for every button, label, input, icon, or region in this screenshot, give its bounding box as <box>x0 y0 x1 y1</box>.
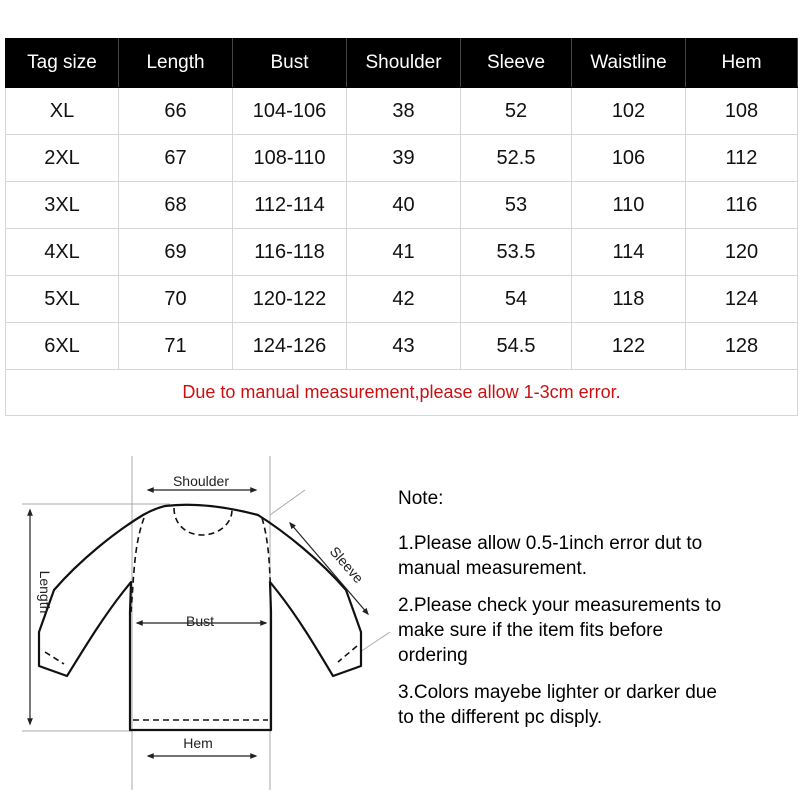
table-row <box>6 229 798 276</box>
cell-length: 71 <box>119 323 233 370</box>
cell-shoulder: 41 <box>347 229 461 276</box>
cell-bust: 104-106 <box>233 88 347 135</box>
table-row <box>6 88 798 135</box>
cell-sleeve: 52 <box>461 88 572 135</box>
length-label: Length <box>37 570 53 614</box>
cell-waistline: 114 <box>572 229 686 276</box>
cell-bust: 112-114 <box>233 182 347 229</box>
cell-size: 2XL <box>6 135 119 182</box>
cell-length: 70 <box>119 276 233 323</box>
cell-sleeve: 53 <box>461 182 572 229</box>
header-shoulder: Shoulder <box>347 39 461 88</box>
table-row <box>6 135 798 182</box>
header-length: Length <box>119 39 233 88</box>
cell-bust: 120-122 <box>233 276 347 323</box>
cell-bust: 124-126 <box>233 323 347 370</box>
table-row <box>6 323 798 370</box>
header-waistline: Waistline <box>572 39 686 88</box>
cell-length: 66 <box>119 88 233 135</box>
cell-waistline: 122 <box>572 323 686 370</box>
cell-shoulder: 40 <box>347 182 461 229</box>
notes-title: Note: <box>398 488 444 509</box>
cell-hem: 120 <box>686 229 798 276</box>
size-chart-header-row <box>6 39 798 88</box>
cell-hem: 128 <box>686 323 798 370</box>
cell-shoulder: 42 <box>347 276 461 323</box>
cell-hem: 108 <box>686 88 798 135</box>
notes-panel <box>398 486 798 742</box>
cell-hem: 124 <box>686 276 798 323</box>
cell-bust: 108-110 <box>233 135 347 182</box>
cell-waistline: 102 <box>572 88 686 135</box>
header-tag-size: Tag size <box>6 39 119 88</box>
table-row <box>6 276 798 323</box>
cell-sleeve: 54.5 <box>461 323 572 370</box>
cell-shoulder: 43 <box>347 323 461 370</box>
cell-shoulder: 39 <box>347 135 461 182</box>
cell-size: XL <box>6 88 119 135</box>
cell-waistline: 110 <box>572 182 686 229</box>
cell-length: 68 <box>119 182 233 229</box>
header-sleeve: Sleeve <box>461 39 572 88</box>
cell-sleeve: 53.5 <box>461 229 572 276</box>
header-bust: Bust <box>233 39 347 88</box>
cell-size: 6XL <box>6 323 119 370</box>
cell-hem: 112 <box>686 135 798 182</box>
note-item-1: 1.Please allow 0.5-1inch error dut to manual measurement. <box>398 533 703 579</box>
cell-length: 67 <box>119 135 233 182</box>
cell-size: 5XL <box>6 276 119 323</box>
hem-label: Hem <box>183 735 213 751</box>
sleeve-label: Sleeve <box>326 543 367 587</box>
cell-shoulder: 38 <box>347 88 461 135</box>
table-row <box>6 182 798 229</box>
cell-bust: 116-118 <box>233 229 347 276</box>
cell-size: 3XL <box>6 182 119 229</box>
measurement-error-note: Due to manual measurement,please allow 1-3cm error. <box>6 370 798 416</box>
cell-waistline: 106 <box>572 135 686 182</box>
header-hem: Hem <box>686 39 798 88</box>
cell-sleeve: 54 <box>461 276 572 323</box>
sweater-measurement-diagram <box>0 440 390 800</box>
cell-length: 69 <box>119 229 233 276</box>
cell-size: 4XL <box>6 229 119 276</box>
cell-hem: 116 <box>686 182 798 229</box>
bust-label: Bust <box>185 613 215 629</box>
note-item-3: 3.Colors mayebe lighter or darker due to the different pc disply. <box>398 682 717 728</box>
shoulder-label: Shoulder <box>172 473 230 489</box>
size-chart-table <box>5 38 798 416</box>
note-item-2: 2.Please check your measurements to make sure if the item fits before ordering <box>398 595 722 666</box>
cell-sleeve: 52.5 <box>461 135 572 182</box>
table-footer-row <box>6 370 798 416</box>
cell-waistline: 118 <box>572 276 686 323</box>
